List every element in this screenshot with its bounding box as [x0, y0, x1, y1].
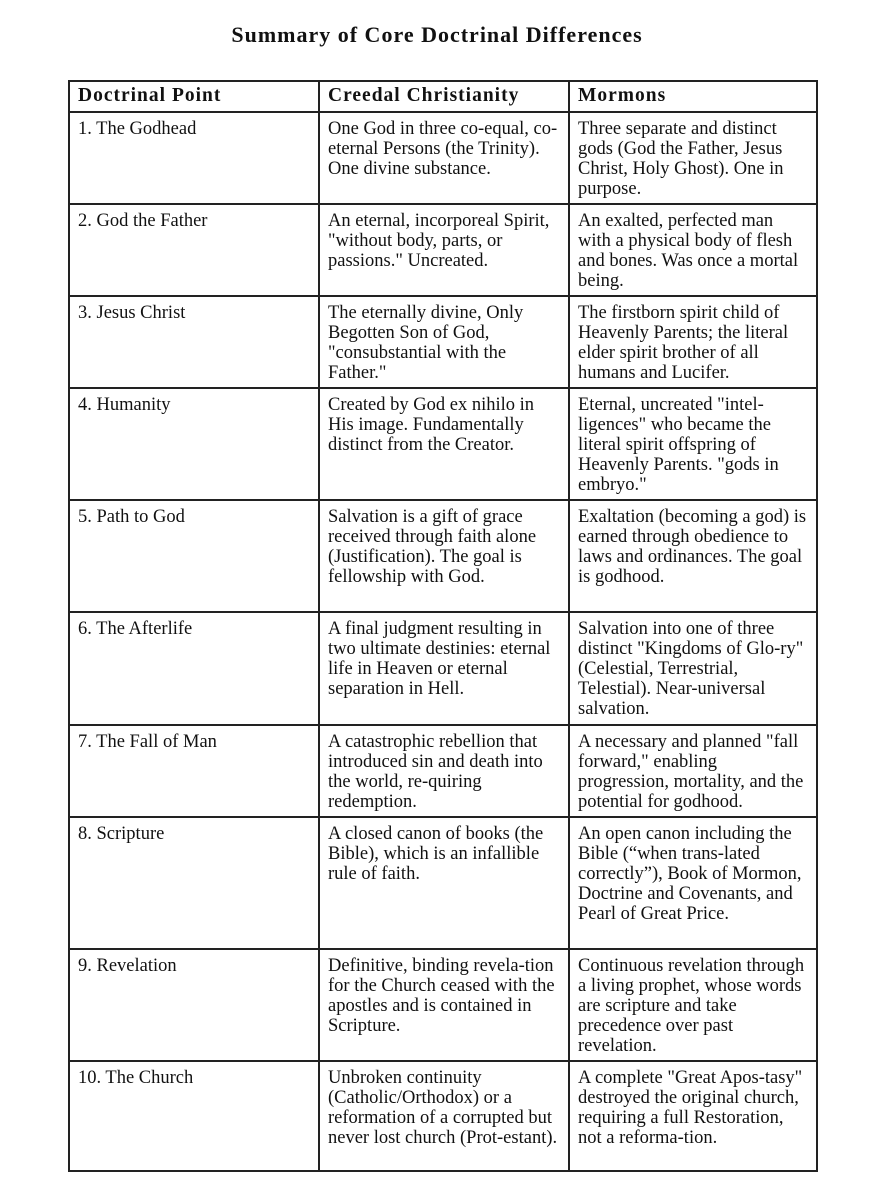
creedal-cell: Definitive, binding revela-tion for the Church ceased with the apostles and is contained in Scripture. [319, 949, 569, 1061]
mormon-cell: Continuous revelation through a living prophet, whose words are scripture and take precedence over past revelation. [569, 949, 817, 1061]
header-row [69, 81, 817, 112]
doctrinal-point-cell: 8. Scripture [69, 817, 319, 949]
table-header [69, 81, 817, 112]
creedal-cell: A catastrophic rebellion that introduced sin and death into the world, re-quiring redemption. [319, 725, 569, 817]
mormon-cell: A necessary and planned "fall forward," enabling progression, mortality, and the potential for godhood. [569, 725, 817, 817]
header-creedal-christianity: Creedal Christianity [319, 81, 569, 112]
table-row [69, 949, 817, 1061]
page-title: Summary of Core Doctrinal Differences [231, 22, 643, 47]
doctrine-comparison-table [68, 80, 818, 1172]
doctrinal-point-cell: 9. Revelation [69, 949, 319, 1061]
mormon-cell: Three separate and distinct gods (God the Father, Jesus Christ, Holy Ghost). One in purpose. [569, 112, 817, 204]
doctrinal-point-cell: 10. The Church [69, 1061, 319, 1171]
table-row [69, 296, 817, 388]
table-row [69, 204, 817, 296]
doctrinal-point-cell: 5. Path to God [69, 500, 319, 612]
doctrinal-point-cell: 3. Jesus Christ [69, 296, 319, 388]
table-row [69, 1061, 817, 1171]
doctrinal-point-cell: 2. God the Father [69, 204, 319, 296]
header-doctrinal-point: Doctrinal Point [69, 81, 319, 112]
doctrinal-point-cell: 4. Humanity [69, 388, 319, 500]
creedal-cell: A closed canon of books (the Bible), which is an infallible rule of faith. [319, 817, 569, 949]
mormon-cell: A complete "Great Apos-tasy" destroyed the original church, requiring a full Restoration, not a reforma-tion. [569, 1061, 817, 1171]
table-row [69, 725, 817, 817]
creedal-cell: Salvation is a gift of grace received through faith alone (Justification). The goal is fellowship with God. [319, 500, 569, 612]
table-row [69, 817, 817, 949]
doctrinal-point-cell: 6. The Afterlife [69, 612, 319, 724]
table-row [69, 388, 817, 500]
table-row [69, 612, 817, 724]
mormon-cell: An exalted, perfected man with a physical body of flesh and bones. Was once a mortal being. [569, 204, 817, 296]
mormon-cell: Exaltation (becoming a god) is earned through obedience to laws and ordinances. The goal is godhood. [569, 500, 817, 612]
mormon-cell: Salvation into one of three distinct "Kingdoms of Glo-ry" (Celestial, Terrestrial, Telestial). Near-universal salvation. [569, 612, 817, 724]
table-body [69, 112, 817, 1171]
creedal-cell: One God in three co-equal, co-eternal Persons (the Trinity). One divine substance. [319, 112, 569, 204]
creedal-cell: The eternally divine, Only Begotten Son of God, "consubstantial with the Father." [319, 296, 569, 388]
mormon-cell: An open canon including the Bible (“when trans-lated correctly”), Book of Mormon, Doctrine and Covenants, and Pearl of Great Price. [569, 817, 817, 949]
creedal-cell: An eternal, incorporeal Spirit, "without body, parts, or passions." Uncreated. [319, 204, 569, 296]
table-row [69, 500, 817, 612]
creedal-cell: A final judgment resulting in two ultimate destinies: eternal life in Heaven or eternal separation in Hell. [319, 612, 569, 724]
header-mormons: Mormons [569, 81, 817, 112]
mormon-cell: The firstborn spirit child of Heavenly Parents; the literal elder spirit brother of all humans and Lucifer. [569, 296, 817, 388]
doctrinal-point-cell: 7. The Fall of Man [69, 725, 319, 817]
doctrinal-point-cell: 1. The Godhead [69, 112, 319, 204]
creedal-cell: Created by God ex nihilo in His image. Fundamentally distinct from the Creator. [319, 388, 569, 500]
table-row [69, 112, 817, 204]
creedal-cell: Unbroken continuity (Catholic/Orthodox) or a reformation of a corrupted but never lost church (Prot-estant). [319, 1061, 569, 1171]
mormon-cell: Eternal, uncreated "intel-ligences" who became the literal spirit offspring of Heavenly Parents. "gods in embryo." [569, 388, 817, 500]
